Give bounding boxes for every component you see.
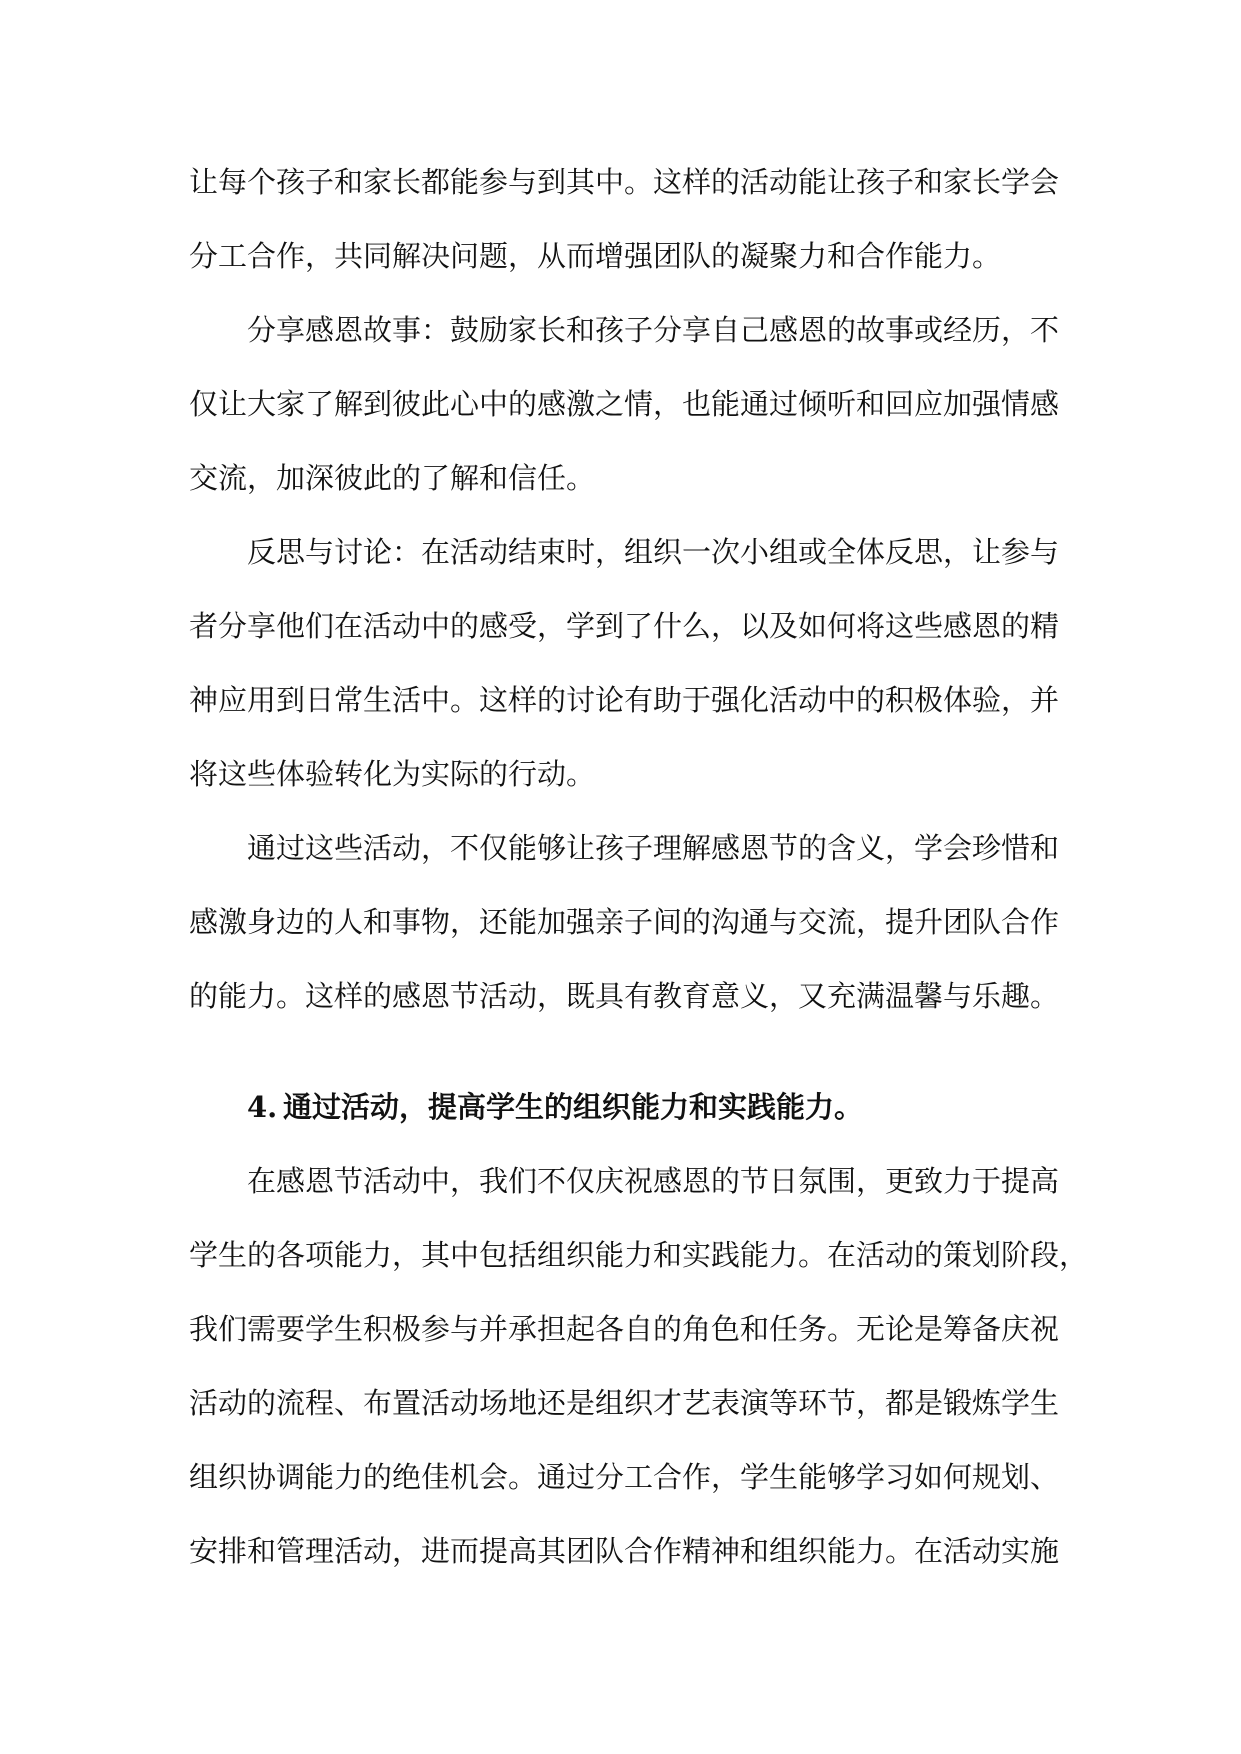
paragraph-summary: [189, 811, 1060, 1033]
paragraph-teamwork: [189, 145, 1060, 293]
text-line: 通过这些活动，不仅能够让孩子理解感恩节的含义，学会珍惜和: [247, 831, 1060, 865]
text-line: 将这些体验转化为实际的行动。: [189, 757, 596, 791]
text-line: 分工合作，共同解决问题，从而增强团队的凝聚力和合作能力。: [189, 239, 1002, 273]
text-line: 感激身边的人和事物，还能加强亲子间的沟通与交流，提升团队合作: [189, 905, 1060, 939]
text-line: 组织协调能力的绝佳机会。通过分工合作，学生能够学习如何规划、: [189, 1460, 1060, 1494]
text-line: 活动的流程、布置活动场地还是组织才艺表演等环节，都是锻炼学生: [189, 1386, 1060, 1420]
paragraph-abilities: [189, 1144, 1089, 1588]
text-line: 在感恩节活动中，我们不仅庆祝感恩的节日氛围，更致力于提高: [247, 1164, 1060, 1198]
text-line: 交流，加深彼此的了解和信任。: [189, 461, 596, 495]
text-line: 学生的各项能力，其中包括组织能力和实践能力。在活动的策划阶段，: [189, 1238, 1089, 1272]
text-line: 让每个孩子和家长都能参与到其中。这样的活动能让孩子和家长学会: [189, 165, 1060, 199]
section-number: 4.: [247, 1090, 278, 1124]
text-line: 的能力。这样的感恩节活动，既具有教育意义，又充满温馨与乐趣。: [189, 979, 1060, 1013]
section-title: 通过活动，提高学生的组织能力和实践能力。: [283, 1090, 864, 1124]
paragraph-reflection: [189, 515, 1060, 811]
text-line: 安排和管理活动，进而提高其团队合作精神和组织能力。在活动实施: [189, 1534, 1060, 1568]
section-spacer: [189, 1033, 1055, 1070]
text-line: 分享感恩故事：鼓励家长和孩子分享自己感恩的故事或经历，不: [247, 313, 1060, 347]
text-line: 者分享他们在活动中的感受，学到了什么，以及如何将这些感恩的精: [189, 609, 1060, 643]
text-line: 我们需要学生积极参与并承担起各自的角色和任务。无论是筹备庆祝: [189, 1312, 1060, 1346]
text-line: 神应用到日常生活中。这样的讨论有助于强化活动中的积极体验，并: [189, 683, 1060, 717]
document-body: [189, 145, 1089, 1588]
paragraph-share-stories: [189, 293, 1060, 515]
text-line: 仅让大家了解到彼此心中的感激之情，也能通过倾听和回应加强情感: [189, 387, 1060, 421]
text-line: 反思与讨论：在活动结束时，组织一次小组或全体反思，让参与: [247, 535, 1060, 569]
section-heading: [189, 1070, 1055, 1144]
